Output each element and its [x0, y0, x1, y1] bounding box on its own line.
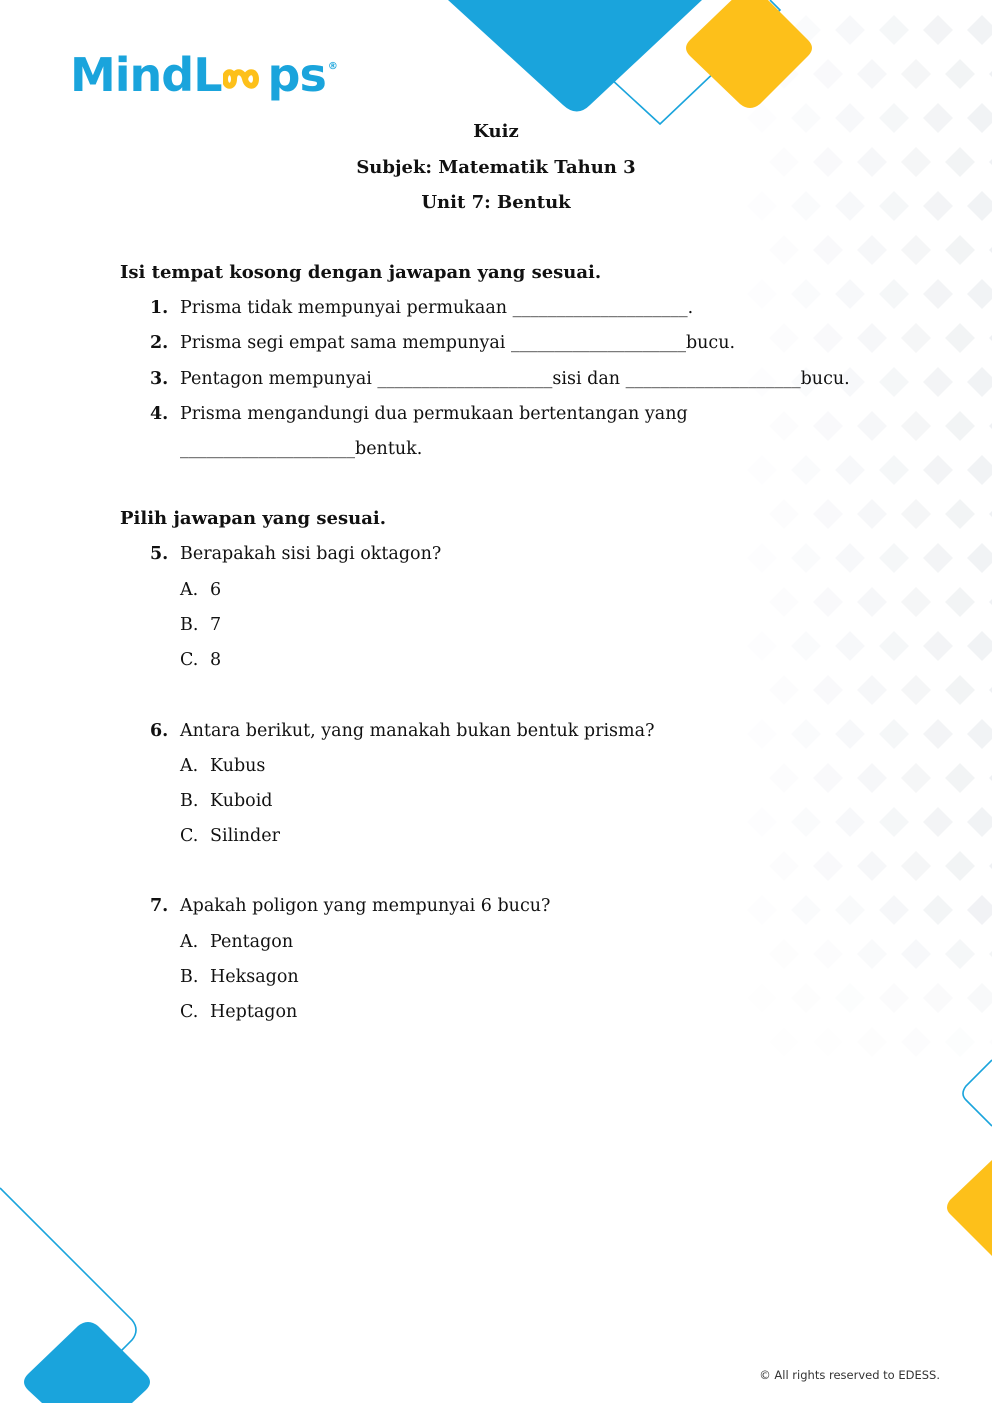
pattern-diamond — [747, 807, 777, 837]
mindloops-logo — [70, 48, 337, 102]
pattern-diamond — [835, 719, 865, 749]
pattern-diamond — [901, 1027, 931, 1057]
pattern-diamond — [923, 543, 953, 573]
pattern-diamond — [769, 675, 799, 705]
pattern-diamond — [879, 895, 909, 925]
pattern-diamond — [901, 939, 931, 969]
q7-option-a[interactable] — [180, 932, 293, 952]
question-number: 1. — [150, 298, 169, 318]
pattern-diamond — [835, 15, 865, 45]
pattern-diamond — [835, 631, 865, 661]
pattern-diamond — [857, 411, 887, 441]
pattern-diamond — [791, 895, 821, 925]
pattern-diamond — [813, 763, 843, 793]
pattern-diamond — [769, 1027, 799, 1057]
q5-option-c[interactable] — [180, 650, 221, 670]
pattern-diamond — [747, 719, 777, 749]
q6-option-b[interactable] — [180, 791, 273, 811]
pattern-diamond — [791, 543, 821, 573]
question-text: Prisma segi empat sama mempunyai ____________________bucu. — [180, 333, 736, 353]
pattern-diamond — [945, 851, 975, 881]
pattern-diamond — [967, 631, 992, 661]
question-3 — [150, 369, 850, 389]
pattern-diamond — [879, 455, 909, 485]
logo-text-end: ps — [267, 48, 326, 102]
copyright-notice: © All rights reserved to EDESS. — [759, 1368, 940, 1382]
pattern-diamond — [835, 983, 865, 1013]
pattern-diamond — [769, 939, 799, 969]
pattern-diamond — [813, 235, 843, 265]
pattern-diamond — [945, 1027, 975, 1057]
pattern-diamond — [857, 851, 887, 881]
pattern-diamond — [857, 499, 887, 529]
pattern-diamond — [769, 851, 799, 881]
question-text: Berapakah sisi bagi oktagon? — [180, 544, 442, 564]
pattern-diamond — [923, 631, 953, 661]
pattern-diamond — [769, 499, 799, 529]
q6-option-a[interactable] — [180, 756, 265, 776]
pattern-diamond — [813, 675, 843, 705]
option-text: Heptagon — [210, 1002, 298, 1022]
pattern-diamond — [791, 279, 821, 309]
option-text: Pentagon — [210, 932, 294, 952]
question-number: 2. — [150, 333, 169, 353]
pattern-diamond — [835, 895, 865, 925]
pattern-diamond — [813, 1027, 843, 1057]
pattern-diamond — [835, 543, 865, 573]
pattern-diamond — [945, 763, 975, 793]
pattern-diamond — [945, 675, 975, 705]
pattern-diamond — [857, 939, 887, 969]
pattern-diamond — [791, 983, 821, 1013]
pattern-diamond — [923, 895, 953, 925]
quiz-title: Kuiz — [473, 121, 519, 142]
pattern-diamond — [791, 807, 821, 837]
pattern-diamond — [813, 59, 843, 89]
registered-mark: ® — [327, 61, 337, 72]
option-text: Silinder — [210, 826, 280, 846]
question-number: 4. — [150, 404, 169, 424]
pattern-diamond — [747, 543, 777, 573]
pattern-diamond — [835, 279, 865, 309]
question-text: Apakah poligon yang mempunyai 6 bucu? — [180, 896, 551, 916]
pattern-diamond — [791, 631, 821, 661]
pattern-diamond — [945, 587, 975, 617]
section2-instruction: Pilih jawapan yang sesuai. — [120, 508, 386, 529]
q7-option-c[interactable] — [180, 1002, 297, 1022]
q5-option-a[interactable] — [180, 580, 221, 600]
logo-text: MindL — [70, 48, 222, 102]
pattern-diamond — [945, 59, 975, 89]
pattern-diamond — [945, 939, 975, 969]
option-letter: A. — [180, 756, 199, 776]
pattern-diamond — [901, 851, 931, 881]
q5-option-b[interactable] — [180, 615, 221, 635]
option-letter: B. — [180, 615, 199, 635]
question-text: Prisma tidak mempunyai permukaan ____________________. — [180, 298, 694, 318]
question-number: 3. — [150, 369, 169, 389]
pattern-diamond — [923, 983, 953, 1013]
pattern-diamond — [769, 763, 799, 793]
pattern-diamond — [857, 675, 887, 705]
pattern-diamond — [945, 235, 975, 265]
pattern-diamond — [879, 367, 909, 397]
pattern-diamond — [835, 455, 865, 485]
pattern-diamond — [747, 455, 777, 485]
pattern-diamond — [813, 499, 843, 529]
pattern-diamond — [857, 323, 887, 353]
question-7 — [150, 896, 550, 916]
pattern-diamond — [857, 59, 887, 89]
option-letter: B. — [180, 967, 199, 987]
pattern-diamond — [901, 675, 931, 705]
pattern-diamond — [901, 411, 931, 441]
pattern-diamond — [879, 543, 909, 573]
pattern-diamond — [769, 235, 799, 265]
option-letter: C. — [180, 1002, 199, 1022]
question-2 — [150, 333, 735, 353]
question-4 — [150, 404, 688, 424]
option-text: 6 — [210, 580, 222, 600]
pattern-diamond — [857, 1027, 887, 1057]
pattern-diamond — [879, 15, 909, 45]
pattern-diamond — [769, 323, 799, 353]
option-text: Kuboid — [210, 791, 273, 811]
pattern-diamond — [747, 631, 777, 661]
pattern-diamond — [879, 631, 909, 661]
pattern-diamond — [857, 587, 887, 617]
pattern-diamond — [901, 323, 931, 353]
infinity-icon — [223, 64, 267, 94]
option-text: Kubus — [210, 756, 266, 776]
option-letter: C. — [180, 826, 199, 846]
question-6 — [150, 721, 654, 741]
pattern-diamond — [813, 323, 843, 353]
pattern-diamond — [901, 235, 931, 265]
option-letter: A. — [180, 932, 199, 952]
pattern-diamond — [967, 895, 992, 925]
pattern-diamond — [879, 983, 909, 1013]
pattern-diamond — [945, 499, 975, 529]
question-number: 5. — [150, 544, 169, 564]
question-1 — [150, 298, 693, 318]
pattern-diamond — [791, 719, 821, 749]
question-number: 6. — [150, 721, 169, 741]
pattern-diamond — [835, 807, 865, 837]
pattern-diamond — [813, 939, 843, 969]
pattern-diamond — [857, 235, 887, 265]
subject-line: Subjek: Matematik Tahun 3 — [356, 157, 636, 178]
unit-line: Unit 7: Bentuk — [421, 192, 571, 213]
pattern-diamond — [945, 323, 975, 353]
pattern-diamond — [813, 411, 843, 441]
pattern-diamond — [879, 719, 909, 749]
section1-instruction: Isi tempat kosong dengan jawapan yang sesuai. — [120, 262, 602, 283]
pattern-diamond — [879, 279, 909, 309]
pattern-diamond — [901, 499, 931, 529]
pattern-diamond — [923, 279, 953, 309]
question-5 — [150, 544, 441, 564]
pattern-diamond — [967, 279, 992, 309]
pattern-diamond — [747, 279, 777, 309]
pattern-diamond — [747, 895, 777, 925]
option-letter: C. — [180, 650, 199, 670]
pattern-diamond — [791, 455, 821, 485]
pattern-diamond — [967, 807, 992, 837]
pattern-diamond — [967, 719, 992, 749]
option-letter: B. — [180, 791, 199, 811]
q7-option-b[interactable] — [180, 967, 299, 987]
pattern-diamond — [813, 587, 843, 617]
pattern-diamond — [901, 763, 931, 793]
pattern-diamond — [769, 587, 799, 617]
pattern-diamond — [813, 851, 843, 881]
question-text: Antara berikut, yang manakah bukan bentuk prisma? — [180, 721, 655, 741]
pattern-diamond — [967, 543, 992, 573]
pattern-diamond — [923, 719, 953, 749]
pattern-diamond — [967, 455, 992, 485]
pattern-diamond — [923, 807, 953, 837]
pattern-diamond — [879, 807, 909, 837]
pattern-diamond — [967, 367, 992, 397]
question-text: Pentagon mempunyai ____________________sisi dan ____________________bucu. — [180, 369, 850, 389]
option-text: 8 — [210, 650, 222, 670]
pattern-diamond — [857, 763, 887, 793]
pattern-diamond — [747, 983, 777, 1013]
pattern-diamond — [901, 59, 931, 89]
pattern-diamond — [923, 367, 953, 397]
pattern-diamond — [901, 587, 931, 617]
pattern-diamond — [923, 455, 953, 485]
option-letter: A. — [180, 580, 199, 600]
question-4-continuation: ____________________bentuk. — [180, 439, 423, 459]
question-number: 7. — [150, 896, 169, 916]
q6-option-c[interactable] — [180, 826, 280, 846]
pattern-diamond — [967, 15, 992, 45]
pattern-diamond — [945, 411, 975, 441]
option-text: Heksagon — [210, 967, 299, 987]
pattern-diamond — [769, 411, 799, 441]
question-text: Prisma mengandungi dua permukaan bertentangan yang — [180, 404, 688, 424]
option-text: 7 — [210, 615, 222, 635]
pattern-diamond — [923, 15, 953, 45]
pattern-diamond — [967, 983, 992, 1013]
